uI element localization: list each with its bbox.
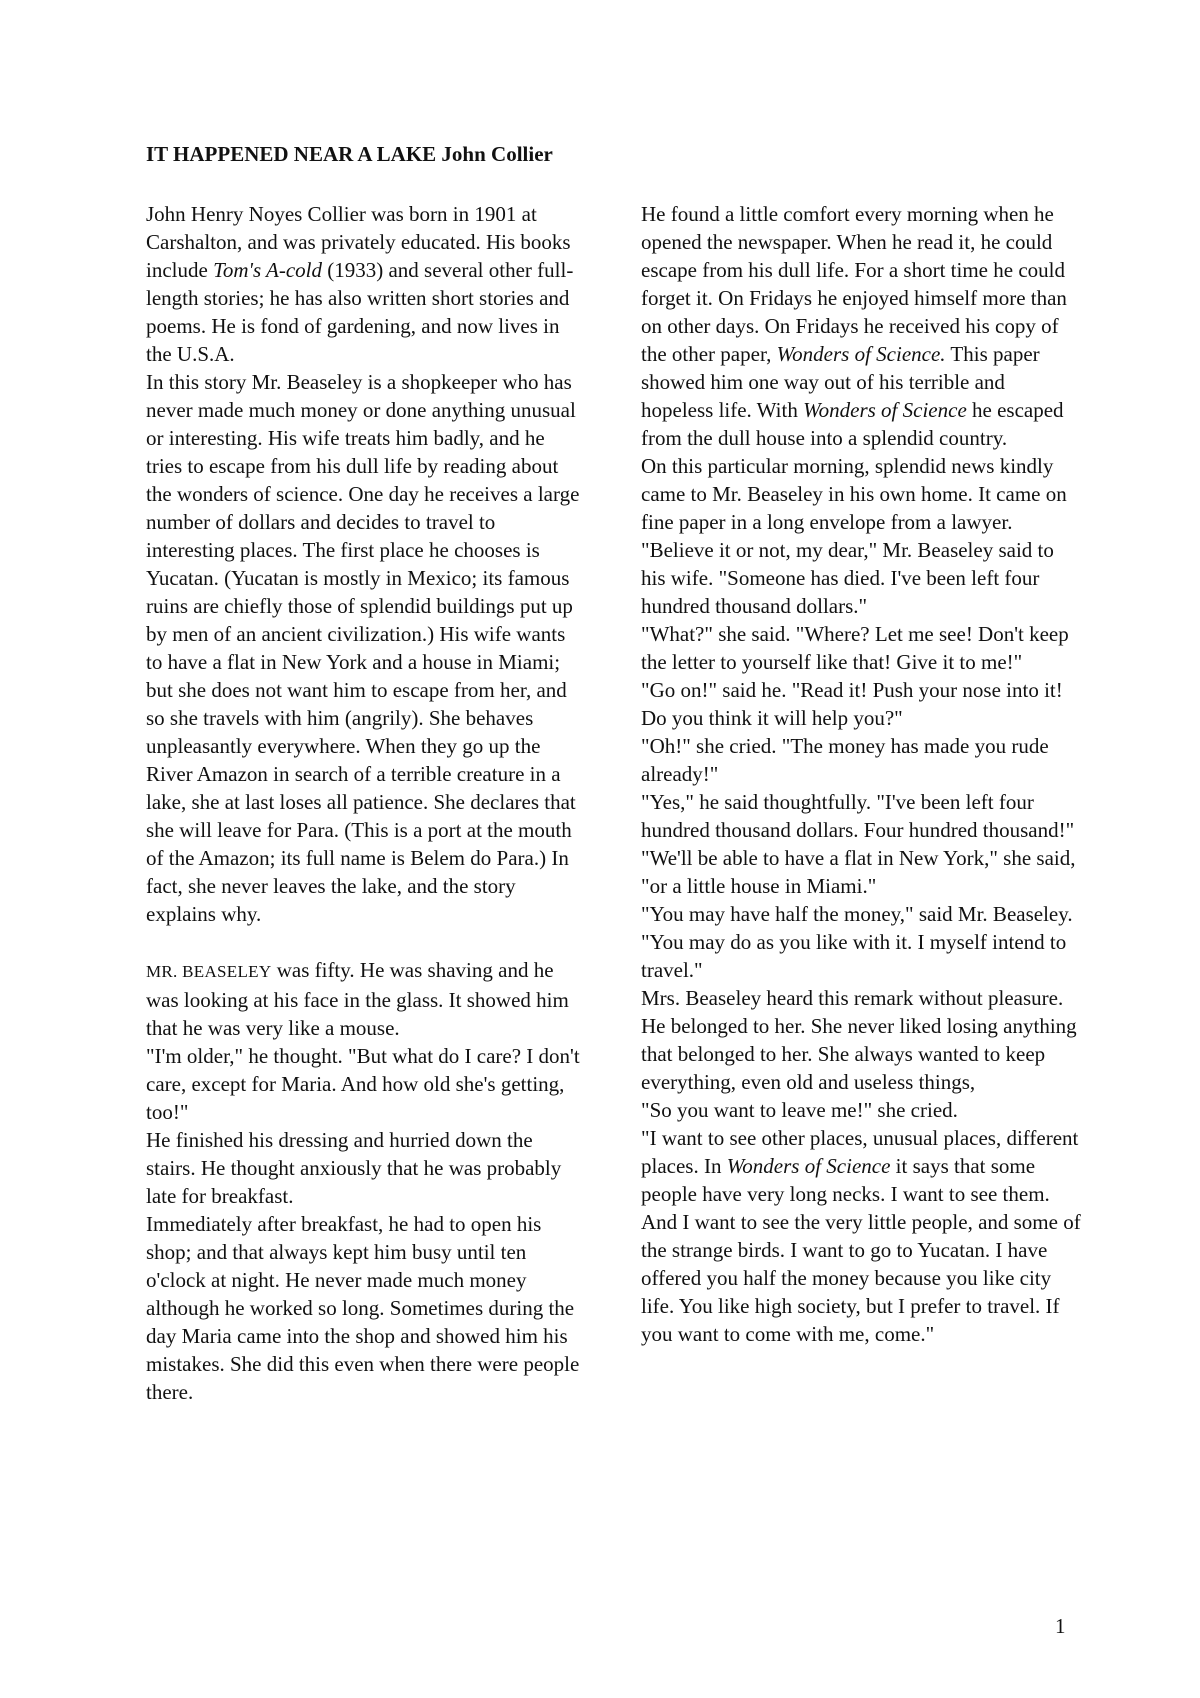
page-number: 1: [1055, 1614, 1066, 1638]
paragraph-text: This paper showed him one way out of his terrible and hopeless life. With: [641, 342, 1040, 422]
story-paragraph: "What?" she said. "Where? Let me see! Don't keep the letter to yourself like that! Give it to me!": [641, 622, 1069, 674]
opening-text: was fifty. He was shaving and he was looking at his face in the glass. It showed him that he was very like a mouse.: [146, 958, 569, 1040]
paragraph-text: He found a little comfort every morning when he opened the newspaper. When he read it, he could escape from his dull life. For a short time he could forget it. On Fridays he enjoyed himself more than on other days. On Fridays he received his copy of the other paper,: [641, 202, 1067, 366]
paragraph-text: he escaped from the dull house into a splendid country.: [641, 398, 1064, 450]
story-paragraph: "You may have half the money," said Mr. Beaseley. "You may do as you like with it. I myself intend to travel.": [641, 902, 1073, 982]
bio-text-2: (1933) and several other full-length stories; he has also written short stories and poems. He is fond of gardening, and now lives in the U.S.A.: [146, 258, 574, 366]
book-title: Tom's A-cold: [213, 258, 322, 282]
author-bio-paragraph: [146, 200, 586, 368]
story-summary-paragraph: In this story Mr. Beaseley is a shopkeeper who has never made much money or done anything unusual or interesting. His wife treats him badly, and he tries to escape from his dull life by reading about the wonders of science. One day he receives a large number of dollars and decides to travel to interesting places. The first place he chooses is Yucatan. (Yucatan is mostly in Mexico; its famous ruins are chiefly those of splendid buildings put up by men of an ancient civilization.) His wife wants to have a flat in New York and a house in Miami; but she does not want him to escape from her, and so she travels with him (angrily). She behaves unpleasantly everywhere. When they go up the River Amazon in search of a terrible creature in a lake, she at last loses all patience. She declares that she will leave for Para. (This is a port at the mouth of the Amazon; its full name is Belem do Para.) In fact, she never leaves the lake, and the story explains why.: [146, 370, 580, 926]
story-paragraph: "Oh!" she cried. "The money has made you rude already!": [641, 734, 1049, 786]
magazine-title: Wonders of Science.: [776, 342, 946, 366]
story-paragraph: "Yes," he said thoughtfully. "I've been left four hundred thousand dollars. Four hundred thousand!": [641, 790, 1075, 842]
story-title: IT HAPPENED NEAR A LAKE John Collier: [146, 142, 553, 166]
story-paragraph: "I'm older," he thought. "But what do I care? I don't care, except for Maria. And how old she's getting, too!": [146, 1044, 580, 1124]
bio-text-1: John Henry Noyes Collier was born in 1901 at Carshalton, and was privately educated. His books include: [146, 202, 571, 282]
opening-smallcaps: MR. BEASELEY: [146, 962, 272, 981]
story-paragraph: "Believe it or not, my dear," Mr. Beaseley said to his wife. "Someone has died. I've been left four hundred thousand dollars.": [641, 538, 1054, 618]
magazine-title: Wonders of Science: [803, 398, 967, 422]
story-paragraph: Mrs. Beaseley heard this remark without pleasure. He belonged to her. She never liked losing anything that belonged to her. She always wanted to keep everything, even old and useless things,: [641, 986, 1077, 1094]
magazine-title: Wonders of Science: [726, 1154, 891, 1178]
left-column: [146, 200, 586, 1406]
story-paragraph: "Go on!" said he. "Read it! Push your nose into it! Do you think it will help you?": [641, 678, 1063, 730]
paragraph-text: it says that some people have very long necks. I want to see them. And I want to see the very little people, and some of the strange birds. I want to go to Yucatan. I have offered you half the money because you like city life. You like high society, but I prefer to travel. If you want to come with me, come.": [641, 1154, 1081, 1346]
right-column: [641, 200, 1081, 1348]
story-paragraph: He finished his dressing and hurried down the stairs. He thought anxiously that he was probably late for breakfast.: [146, 1128, 562, 1208]
story-paragraph: "So you want to leave me!" she cried.: [641, 1098, 958, 1122]
story-paragraph: "We'll be able to have a flat in New York," she said, "or a little house in Miami.": [641, 846, 1076, 898]
story-paragraph: [641, 200, 1081, 452]
story-paragraph: [641, 1124, 1081, 1348]
story-paragraph: Immediately after breakfast, he had to open his shop; and that always kept him busy until ten o'clock at night. He never made much money although he worked so long. Sometimes during the day Maria came into the shop and showed him his mistakes. She did this even when there were people there.: [146, 1212, 580, 1404]
story-paragraph: On this particular morning, splendid news kindly came to Mr. Beaseley in his own home. It came on fine paper in a long envelope from a lawyer.: [641, 454, 1067, 534]
paragraph-text: "I want to see other places, unusual places, different places. In: [641, 1126, 1079, 1178]
story-opening-paragraph: [146, 956, 586, 1042]
section-gap: [146, 928, 586, 956]
